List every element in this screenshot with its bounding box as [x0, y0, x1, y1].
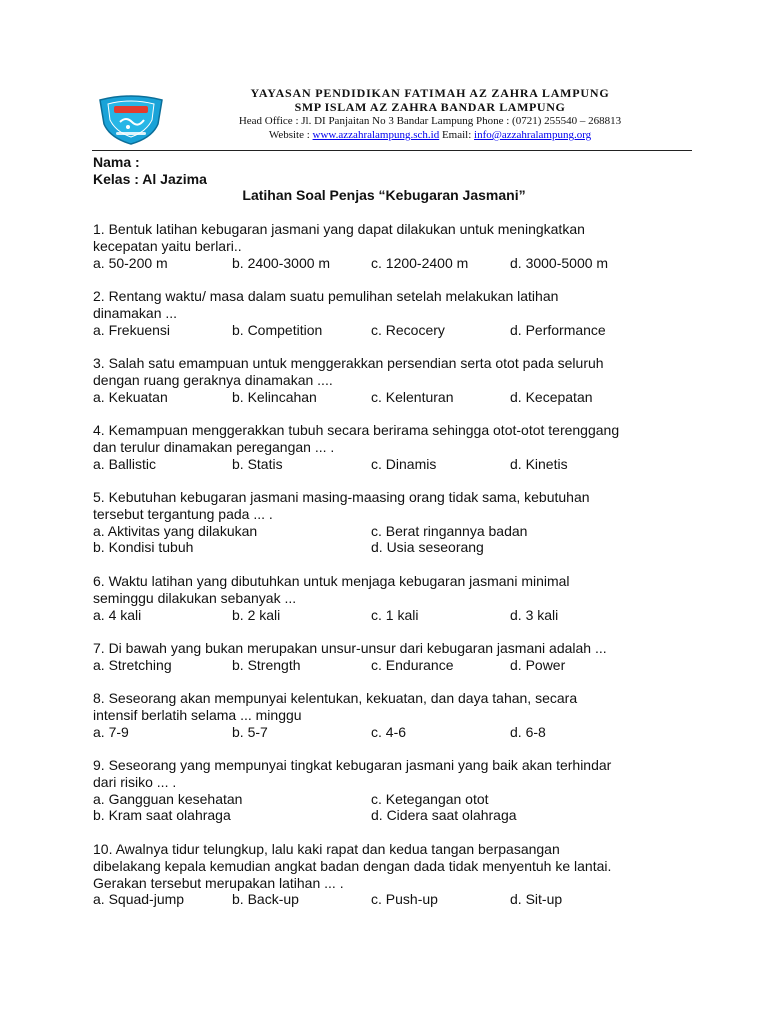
option-b: b. Back-up — [232, 891, 299, 908]
option-a: a. 7-9 — [93, 723, 129, 740]
option-a: a. Stretching — [93, 656, 172, 673]
option-d: d. 3 kali — [510, 606, 559, 623]
options-row — [93, 891, 693, 908]
option-d: d. Power — [510, 656, 566, 673]
option-b: b. Statis — [232, 455, 283, 472]
school-shield-logo — [92, 90, 170, 146]
question-stem: 2. Rentang waktu/ masa dalam suatu pemulihan setelah melakukan latihan dinamakan ... — [93, 288, 559, 321]
options-row — [93, 255, 693, 272]
letterhead-divider — [92, 150, 692, 151]
options-row — [93, 322, 693, 339]
option-c: c. Berat ringannya badan — [371, 522, 528, 539]
option-d: d. 3000-5000 m — [510, 254, 609, 271]
name-field: Nama : — [93, 154, 140, 170]
options-row — [93, 657, 693, 674]
option-d: d. Cidera saat olahraga — [371, 807, 517, 824]
question-stem: 5. Kebutuhan kebugaran jasmani masing-maasing orang tidak sama, kebutuhan tersebut tergantung pada ... . — [93, 489, 590, 522]
worksheet-title: Latihan Soal Penjas “Kebugaran Jasmani” — [242, 187, 526, 203]
question-7 — [93, 640, 693, 674]
options-row — [93, 456, 693, 473]
option-a: a. Gangguan kesehatan — [93, 790, 243, 807]
question-1 — [93, 221, 693, 271]
question-3 — [93, 355, 693, 405]
question-stem: 10. Awalnya tidur telungkup, lalu kaki rapat dan kedua tangan berpasangan dibelakang kepala kemudian angkat badan dengan dada tidak menyentuh ke lantai. Gerakan tersebut merupakan latihan ... . — [93, 841, 612, 891]
question-5 — [93, 489, 693, 556]
option-b: b. Competition — [232, 321, 323, 338]
foundation-name: YAYASAN PENDIDIKAN FATIMAH AZ ZAHRA LAMPUNG — [250, 86, 610, 100]
question-stem: 6. Waktu latihan yang dibutuhkan untuk menjaga kebugaran jasmani minimal seminggu dilakukan sebanyak ... — [93, 573, 570, 606]
options-row — [93, 607, 693, 624]
option-c: c. Endurance — [371, 656, 454, 673]
email-link[interactable]: info@azzahralampung.org — [474, 129, 592, 141]
school-address: Head Office : Jl. DI Panjaitan No 3 Bandar Lampung Phone : (0721) 255540 – 268813 — [238, 115, 622, 127]
option-d: d. Performance — [510, 321, 606, 338]
options-row — [93, 389, 693, 406]
option-d: d. Kecepatan — [510, 388, 593, 405]
website-link[interactable]: www.azzahralampung.sch.id — [312, 129, 440, 141]
option-c: c. 1 kali — [371, 606, 419, 623]
option-d: d. 6-8 — [510, 723, 546, 740]
question-stem: 3. Salah satu emampuan untuk menggerakkan persendian serta otot pada seluruh dengan ruang geraknya dinamakan .... — [93, 355, 604, 388]
option-c: c. Push-up — [371, 891, 438, 908]
option-a: a. Ballistic — [93, 455, 157, 472]
option-a: a. Frekuensi — [93, 321, 171, 338]
option-a: a. Squad-jump — [93, 891, 185, 908]
question-stem: 7. Di bawah yang bukan merupakan unsur-unsur dari kebugaran jasmani adalah ... — [93, 640, 607, 656]
question-stem: 1. Bentuk latihan kebugaran jasmani yang dapat dilakukan untuk meningkatkan kecepatan yaitu berlari.. — [93, 221, 585, 254]
option-a: a. Aktivitas yang dilakukan — [93, 522, 258, 539]
question-10 — [93, 841, 693, 908]
option-a: a. Kekuatan — [93, 388, 168, 405]
question-8 — [93, 690, 693, 740]
school-name: SMP ISLAM AZ ZAHRA BANDAR LAMPUNG — [294, 100, 566, 114]
option-d: d. Sit-up — [510, 891, 563, 908]
option-a: a. 4 kali — [93, 606, 142, 623]
option-b: b. Kram saat olahraga — [93, 807, 231, 824]
option-c: c. Recocery — [371, 321, 445, 338]
option-b: b. 2 kali — [232, 606, 281, 623]
option-c: c. Kelenturan — [371, 388, 454, 405]
letterhead — [92, 86, 692, 148]
class-field: Kelas : Al Jazima — [93, 171, 207, 187]
question-stem: 9. Seseorang yang mempunyai tingkat kebugaran jasmani yang baik akan terhindar dari risiko ... . — [93, 757, 612, 790]
website-label: Website : — [268, 129, 310, 141]
options-row — [93, 724, 693, 741]
options-grid — [93, 791, 693, 825]
question-6 — [93, 573, 693, 623]
option-b: b. Kondisi tubuh — [93, 539, 194, 556]
option-b: b. Kelincahan — [232, 388, 317, 405]
option-c: c. Dinamis — [371, 455, 437, 472]
question-9 — [93, 757, 693, 824]
option-b: b. Strength — [232, 656, 301, 673]
email-label: Email: — [441, 129, 472, 141]
option-b: b. 2400-3000 m — [232, 254, 331, 271]
question-stem: 8. Seseorang akan mempunyai kelentukan, kekuatan, dan daya tahan, secara intensif berlatih selama ... minggu — [93, 690, 578, 723]
option-d: d. Usia seseorang — [371, 539, 484, 556]
question-stem: 4. Kemampuan menggerakkan tubuh secara berirama sehingga otot-otot terenggang dan terulur dinamakan peregangan ... . — [93, 422, 620, 455]
question-2 — [93, 288, 693, 338]
option-c: c. Ketegangan otot — [371, 790, 489, 807]
option-c: c. 4-6 — [371, 723, 407, 740]
question-4 — [93, 422, 693, 472]
option-c: c. 1200-2400 m — [371, 254, 469, 271]
options-grid — [93, 523, 693, 557]
option-a: a. 50-200 m — [93, 254, 168, 271]
contact-line — [170, 128, 690, 142]
option-d: d. Kinetis — [510, 455, 568, 472]
option-b: b. 5-7 — [232, 723, 268, 740]
